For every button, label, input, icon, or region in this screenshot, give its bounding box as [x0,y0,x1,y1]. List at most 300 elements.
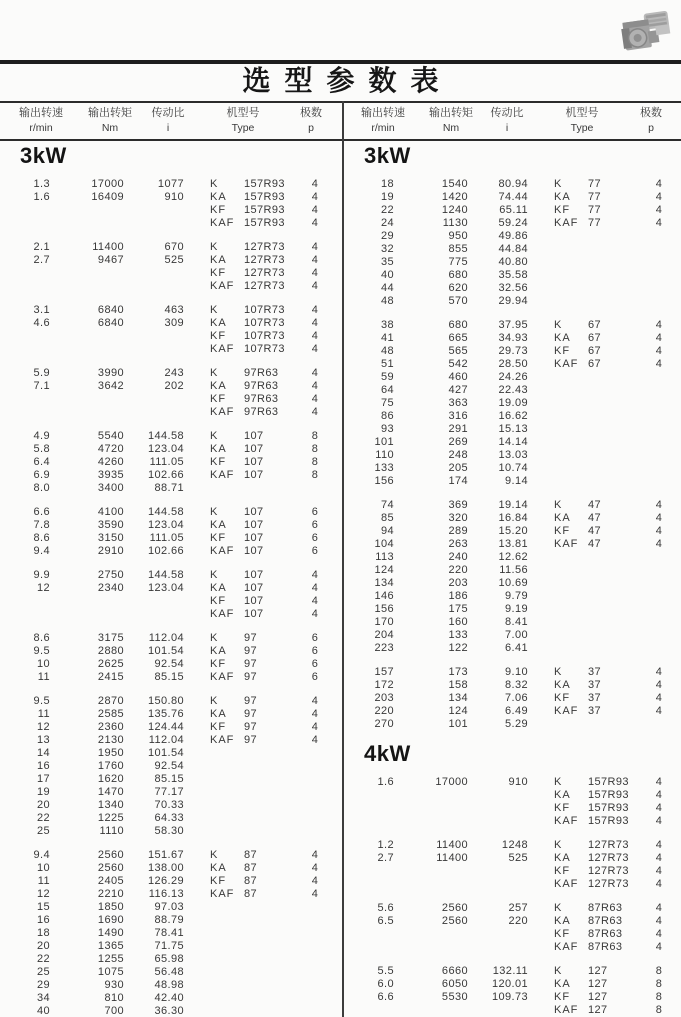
table-row [344,718,681,731]
cell-output-torque: 6050 [441,978,468,990]
cell-poles: 4 [655,358,663,370]
cell-output-torque: 1850 [97,901,124,913]
cell-model-prefix: K [554,776,563,788]
table-row [0,393,342,406]
cell-ratio: 77.17 [154,786,184,798]
table-row [0,695,342,708]
table-row [344,551,681,564]
cell-output-torque: 1130 [442,217,468,229]
cell-ratio: 13.03 [498,449,528,461]
cell-poles: 4 [655,525,663,537]
cell-output-torque: 11400 [436,852,468,864]
cell-model-prefix: KAF [554,538,579,550]
cell-model: 47 [588,512,602,524]
cell-output-torque: 9467 [97,254,124,266]
cell-ratio: 14.14 [498,436,528,448]
cell-poles: 8 [311,443,319,455]
cell-model-prefix: K [210,367,219,379]
table-row [0,632,342,645]
cell-ratio: 120.01 [491,978,528,990]
cell-model: 87R63 [588,941,623,953]
cell-output-torque: 1110 [99,825,124,837]
cell-output-speed: 8.6 [33,632,50,644]
cell-model-prefix: KF [210,658,227,670]
cell-output-speed: 86 [380,410,394,422]
table-row [0,747,342,760]
cell-output-torque: 6840 [97,317,124,329]
cell-output-speed: 74 [380,499,394,511]
cell-ratio: 71.75 [154,940,184,952]
table-row [344,475,681,488]
cell-model: 97 [244,708,258,720]
table-row [344,358,681,371]
cell-output-torque: 203 [448,577,468,589]
cell-output-torque: 240 [448,551,468,563]
table-row [0,671,342,684]
cell-model-prefix: KAF [554,878,579,890]
cell-model-prefix: KAF [210,888,235,900]
cell-output-torque: 17000 [91,178,124,190]
table-row [344,371,681,384]
cell-model: 107 [244,532,264,544]
cell-ratio: 13.81 [498,538,528,550]
cell-output-torque: 775 [448,256,468,268]
ratio-group [0,506,342,558]
cell-output-speed: 29 [36,979,50,991]
cell-ratio: 65.98 [154,953,184,965]
ratio-group [344,839,681,891]
cell-ratio: 12.62 [498,551,528,563]
table-row [0,658,342,671]
table-row [344,577,681,590]
table-row [344,499,681,512]
cell-ratio: 123.04 [147,443,184,455]
cell-output-speed: 75 [380,397,394,409]
cell-model: 97R63 [244,380,279,392]
cell-poles: 4 [655,902,663,914]
cell-poles: 4 [655,839,663,851]
table-row [344,839,681,852]
table-row [344,590,681,603]
cell-model-prefix: KA [554,852,571,864]
cell-model-prefix: KA [210,191,227,203]
cell-ratio: 124.44 [147,721,184,733]
cell-ratio: 10.69 [498,577,528,589]
cell-output-speed: 1.3 [33,178,50,190]
cell-ratio: 109.73 [491,991,528,1003]
cell-model: 127R73 [244,280,285,292]
table-row [344,178,681,191]
cell-model: 87 [244,849,258,861]
cell-poles: 8 [655,978,663,990]
cell-output-speed: 20 [36,940,50,952]
cell-model-prefix: KA [210,582,227,594]
cell-model-prefix: KF [554,928,571,940]
cell-output-speed: 9.4 [33,545,50,557]
table-row [0,545,342,558]
table-row [0,992,342,1005]
cell-poles: 8 [311,456,319,468]
cell-output-torque: 1490 [97,927,124,939]
cell-output-speed: 17 [36,773,50,785]
cell-model: 157R93 [588,789,629,801]
cell-model-prefix: KAF [210,217,235,229]
cell-output-speed: 18 [36,927,50,939]
cell-output-speed: 7.8 [33,519,50,531]
cell-output-speed: 85 [380,512,394,524]
cell-output-torque: 5530 [441,991,468,1003]
cell-poles: 4 [655,679,663,691]
cell-model-prefix: K [210,695,219,707]
cell-output-speed: 40 [36,1005,50,1017]
cell-output-torque: 320 [448,512,468,524]
table-row [344,815,681,828]
cell-model-prefix: KF [210,721,227,733]
table-row [344,243,681,256]
cell-model: 107 [244,443,264,455]
cell-output-torque: 174 [448,475,468,487]
cell-ratio: 243 [164,367,184,379]
column-header-speed: 输出转速 r/min [19,107,63,134]
cell-model-prefix: K [210,304,219,316]
cell-output-torque: 11400 [92,241,124,253]
cell-model-prefix: KF [554,991,571,1003]
cell-model: 107R73 [244,343,285,355]
cell-ratio: 88.79 [154,914,184,926]
cell-ratio: 11.56 [499,564,528,576]
cell-ratio: 138.00 [147,862,184,874]
table-row [0,304,342,317]
table-row [0,380,342,393]
cell-model: 37 [588,705,602,717]
cell-model: 157R93 [244,191,285,203]
cell-output-torque: 1420 [441,191,468,203]
cell-poles: 4 [311,217,319,229]
cell-model-prefix: KA [210,380,227,392]
cell-ratio: 309 [164,317,184,329]
cell-poles: 4 [655,666,663,678]
cell-output-torque: 1470 [97,786,124,798]
cell-output-torque: 1950 [97,747,124,759]
cell-output-torque: 289 [448,525,468,537]
cell-model: 77 [588,204,602,216]
ratio-group [344,178,681,308]
table-row [0,569,342,582]
cell-output-torque: 1340 [97,799,124,811]
table-row [344,642,681,655]
cell-model-prefix: K [210,849,219,861]
cell-model: 97 [244,734,258,746]
cell-model: 157R93 [244,217,285,229]
cell-model: 97R63 [244,367,279,379]
cell-output-speed: 170 [374,616,394,628]
table-row [0,927,342,940]
column-header-ratio: 传动比 i [490,107,524,134]
table-row [344,269,681,282]
cell-model-prefix: KA [554,978,571,990]
cell-poles: 8 [655,965,663,977]
table-row [344,802,681,815]
cell-output-speed: 11 [37,708,50,720]
cell-poles: 4 [311,204,319,216]
cell-output-speed: 4.9 [33,430,50,442]
cell-output-speed: 134 [374,577,394,589]
table-row [344,902,681,915]
cell-ratio: 8.32 [504,679,528,691]
cell-output-speed: 9.5 [33,695,50,707]
cell-output-torque: 263 [448,538,468,550]
cell-output-speed: 223 [374,642,394,654]
cell-model: 67 [588,332,602,344]
cell-output-speed: 6.5 [377,915,394,927]
cell-poles: 4 [655,178,663,190]
cell-output-torque: 2415 [97,671,124,683]
cell-output-speed: 270 [374,718,394,730]
cell-output-speed: 25 [36,825,50,837]
table-row [344,941,681,954]
table-row [0,940,342,953]
cell-ratio: 101.54 [147,645,184,657]
cell-poles: 4 [311,343,319,355]
cell-output-torque: 700 [104,1005,124,1017]
table-right-half [344,139,681,1017]
cell-ratio: 35.58 [498,269,528,281]
cell-output-speed: 6.9 [33,469,50,481]
cell-poles: 4 [655,512,663,524]
cell-model-prefix: KA [210,443,227,455]
cell-output-speed: 156 [374,475,394,487]
cell-output-torque: 810 [104,992,124,1004]
cell-output-speed: 12 [36,721,50,733]
cell-output-speed: 5.8 [33,443,50,455]
cell-output-torque: 1075 [97,966,124,978]
cell-model: 107R73 [244,330,285,342]
cell-ratio: 80.94 [498,178,528,190]
table-row [344,512,681,525]
cell-ratio: 29.94 [498,295,528,307]
cell-output-torque: 173 [448,666,468,678]
cell-output-speed: 38 [380,319,394,331]
cell-ratio: 92.54 [154,658,184,670]
cell-output-torque: 160 [448,616,468,628]
cell-model: 107 [244,595,264,607]
cell-output-speed: 16 [36,760,50,772]
cell-poles: 6 [311,632,319,644]
cell-poles: 4 [311,695,319,707]
cell-ratio: 85.15 [154,671,184,683]
cell-poles: 4 [655,345,663,357]
cell-poles: 8 [311,469,319,481]
cell-output-torque: 1255 [97,953,124,965]
cell-model-prefix: K [554,178,563,190]
cell-poles: 4 [311,241,319,253]
cell-model: 97 [244,658,258,670]
table-row [344,928,681,941]
cell-ratio: 102.66 [147,469,184,481]
cell-output-torque: 291 [448,423,468,435]
cell-ratio: 220 [508,915,528,927]
cell-ratio: 525 [508,852,528,864]
cell-model-prefix: KA [554,512,571,524]
column-header-poles: 极数 p [300,107,322,134]
cell-output-speed: 104 [374,538,394,550]
ratio-group [344,666,681,731]
cell-output-torque: 6840 [97,304,124,316]
cell-model: 77 [588,178,602,190]
cell-poles: 4 [655,915,663,927]
cell-ratio: 112.04 [148,632,184,644]
table-row [344,410,681,423]
cell-model-prefix: KF [210,204,227,216]
cell-output-torque: 1365 [97,940,124,952]
table-row [344,564,681,577]
cell-output-torque: 17000 [435,776,468,788]
section-label-3kw: 3kW [20,143,67,168]
cell-poles: 4 [311,280,319,292]
cell-poles: 4 [311,254,319,266]
cell-model-prefix: KAF [210,545,235,557]
table-row [0,343,342,356]
cell-poles: 4 [311,393,319,405]
cell-output-speed: 94 [380,525,394,537]
cell-ratio: 65.11 [499,204,528,216]
cell-output-speed: 6.6 [33,506,50,518]
cell-poles: 4 [655,865,663,877]
cell-model-prefix: KF [554,865,571,877]
cell-ratio: 7.06 [504,692,528,704]
cell-model: 97 [244,645,258,657]
cell-ratio: 58.30 [154,825,184,837]
cell-ratio: 22.43 [498,384,528,396]
cell-ratio: 144.58 [147,569,184,581]
cell-output-speed: 29 [380,230,394,242]
gearmotor-photo [612,6,676,60]
cell-model: 107 [244,430,264,442]
cell-output-torque: 248 [448,449,468,461]
cell-ratio: 9.10 [504,666,528,678]
cell-model: 37 [588,679,602,691]
cell-model-prefix: KA [554,679,571,691]
table-row [344,965,681,978]
cell-ratio: 9.19 [504,603,528,615]
cell-output-torque: 101 [448,718,468,730]
cell-output-torque: 1760 [97,760,124,772]
table-row [344,538,681,551]
cell-poles: 6 [311,658,319,670]
cell-output-torque: 6660 [441,965,468,977]
cell-model: 107 [244,506,264,518]
cell-output-torque: 316 [448,410,468,422]
cell-ratio: 670 [164,241,184,253]
cell-model: 127R73 [588,878,629,890]
table-row [344,878,681,891]
cell-poles: 4 [655,191,663,203]
cell-model-prefix: K [210,241,219,253]
cell-output-speed: 133 [374,462,394,474]
cell-output-speed: 18 [380,178,394,190]
cell-output-speed: 12 [36,582,50,594]
cell-ratio: 123.04 [147,519,184,531]
cell-model-prefix: KA [210,862,227,874]
cell-output-torque: 1620 [97,773,124,785]
cell-output-torque: 855 [448,243,468,255]
table-row [0,773,342,786]
cell-model-prefix: KAF [554,815,579,827]
table-row [344,865,681,878]
cell-output-speed: 8.0 [33,482,50,494]
cell-poles: 4 [311,317,319,329]
cell-output-torque: 460 [448,371,468,383]
cell-poles: 4 [655,802,663,814]
cell-model: 87 [244,862,258,874]
cell-output-speed: 2.7 [377,852,394,864]
cell-model: 127 [588,965,608,977]
cell-output-torque: 369 [448,499,468,511]
column-header-torque: 输出转矩 Nm [88,107,132,134]
table-row [344,789,681,802]
cell-output-torque: 4260 [97,456,124,468]
cell-ratio: 10.74 [498,462,528,474]
table-row [0,204,342,217]
cell-output-torque: 542 [448,358,468,370]
column-header-poles: 极数 p [640,107,662,134]
cell-output-torque: 2560 [441,902,468,914]
cell-ratio: 6.49 [504,705,528,717]
cell-model-prefix: KF [554,204,571,216]
cell-poles: 4 [311,191,319,203]
cell-output-speed: 22 [380,204,394,216]
table-row [344,616,681,629]
cell-ratio: 16.62 [498,410,528,422]
cell-model: 87R63 [588,915,623,927]
cell-output-speed: 203 [374,692,394,704]
cell-ratio: 29.73 [498,345,528,357]
table-row [344,705,681,718]
cell-model-prefix: KA [210,708,227,720]
cell-output-torque: 4720 [97,443,124,455]
table-row [344,282,681,295]
cell-model-prefix: K [554,499,563,511]
cell-poles: 8 [655,991,663,1003]
table-row [0,1005,342,1017]
table-row [0,721,342,734]
cell-model-prefix: K [210,430,219,442]
cell-ratio: 78.41 [154,927,184,939]
cell-ratio: 1248 [501,839,528,851]
table-body [0,139,681,1017]
cell-poles: 4 [655,852,663,864]
cell-model-prefix: K [554,902,563,914]
cell-poles: 4 [655,538,663,550]
cell-model: 157R93 [244,204,285,216]
cell-ratio: 15.20 [498,525,528,537]
cell-output-torque: 186 [448,590,468,602]
cell-ratio: 19.14 [498,499,528,511]
cell-output-torque: 2560 [97,862,124,874]
cell-output-speed: 19 [380,191,394,203]
cell-output-speed: 48 [380,295,394,307]
cell-model: 127R73 [588,852,629,864]
cell-model-prefix: KF [554,692,571,704]
cell-model: 97R63 [244,393,279,405]
cell-ratio: 144.58 [147,506,184,518]
cell-ratio: 202 [164,380,184,392]
cell-ratio: 123.04 [147,582,184,594]
cell-poles: 4 [311,595,319,607]
table-row [0,506,342,519]
table-row [344,204,681,217]
cell-model: 47 [588,538,602,550]
